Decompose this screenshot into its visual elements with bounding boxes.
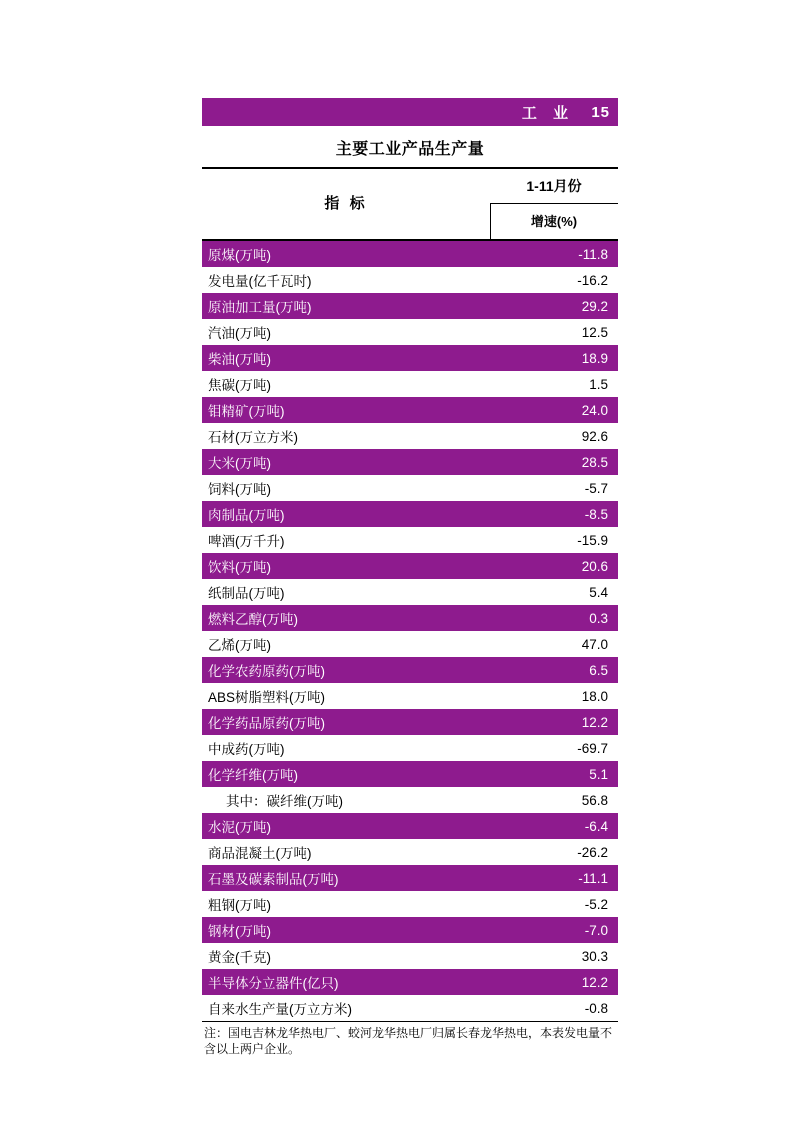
row-value: 30.3: [581, 948, 608, 964]
table-row: [202, 709, 618, 735]
row-value: 18.0: [581, 688, 608, 704]
row-value: 28.5: [581, 454, 608, 470]
row-value: 12.2: [581, 974, 608, 990]
row-value: 56.8: [581, 792, 608, 808]
row-value: 24.0: [581, 402, 608, 418]
row-value: 12.2: [581, 714, 608, 730]
row-value: -16.2: [577, 272, 608, 288]
row-value: 1.5: [589, 376, 608, 392]
table-row: [202, 267, 618, 293]
row-label: 黄金(千克): [208, 950, 271, 965]
row-label: 商品混凝土(万吨): [208, 846, 312, 861]
column-header-growth-rate: 增速(%): [530, 214, 578, 229]
row-value: -5.2: [584, 896, 608, 912]
row-label: 水泥(万吨): [208, 820, 271, 835]
column-header-indicator: 指 标: [324, 195, 368, 212]
row-label: 饮料(万吨): [208, 560, 271, 575]
row-value: -11.8: [578, 246, 608, 262]
row-label: 化学农药原药(万吨): [208, 664, 325, 679]
table-row: [202, 735, 618, 761]
table-row: [202, 605, 618, 631]
table-row: [202, 371, 618, 397]
table-body: [202, 241, 618, 1022]
row-label: 发电量(亿千瓦时): [208, 274, 312, 289]
row-label: 大米(万吨): [208, 456, 271, 471]
table-row: [202, 657, 618, 683]
row-label: 钢材(万吨): [208, 924, 271, 939]
table-row: [202, 839, 618, 865]
row-value: -8.5: [584, 506, 608, 522]
statistics-sheet: [202, 98, 618, 1057]
page-number: 15: [591, 103, 610, 121]
row-value: 0.3: [589, 610, 608, 626]
table-row: [202, 553, 618, 579]
row-label: 原油加工量(万吨): [208, 300, 312, 315]
table-row: [202, 319, 618, 345]
row-label: 半导体分立器件(亿只): [208, 976, 339, 991]
row-label: ABS树脂塑料(万吨): [208, 690, 326, 705]
row-label: 饲料(万吨): [208, 482, 271, 497]
table-row: [202, 995, 618, 1021]
row-value: -5.7: [584, 480, 608, 496]
table-row: [202, 761, 618, 787]
table-row: [202, 683, 618, 709]
row-value: -7.0: [584, 922, 608, 938]
table-row: [202, 865, 618, 891]
row-label: 其中：碳纤维(万吨): [226, 794, 343, 809]
row-value: 47.0: [581, 636, 608, 652]
row-label: 粗钢(万吨): [208, 898, 271, 913]
table-row: [202, 475, 618, 501]
row-value: -26.2: [577, 844, 608, 860]
row-label: 石墨及碳素制品(万吨): [208, 872, 339, 887]
row-label: 纸制品(万吨): [208, 586, 285, 601]
row-label: 中成药(万吨): [208, 742, 285, 757]
row-value: 5.1: [589, 766, 608, 782]
table-row: [202, 969, 618, 995]
table-row: [202, 787, 618, 813]
row-label: 乙烯(万吨): [208, 638, 271, 653]
table-header: [202, 169, 618, 241]
row-value: 12.5: [581, 324, 608, 340]
row-label: 汽油(万吨): [208, 326, 271, 341]
table-row: [202, 917, 618, 943]
table-row: [202, 449, 618, 475]
row-value: 6.5: [589, 662, 608, 678]
page-title: 主要工业产品生产量: [202, 126, 618, 169]
row-value: -15.9: [577, 532, 608, 548]
row-value: -11.1: [578, 870, 608, 886]
table-row: [202, 631, 618, 657]
row-label: 柴油(万吨): [208, 352, 271, 367]
table-footnote: 注：国电吉林龙华热电厂、蛟河龙华热电厂归属长春龙华热电，本表发电量不含以上两户企业。: [204, 1026, 613, 1056]
row-label: 石材(万立方米): [208, 430, 298, 445]
table-row: [202, 501, 618, 527]
section-name: 工 业: [521, 104, 574, 122]
table-row: [202, 891, 618, 917]
row-label: 燃料乙醇(万吨): [208, 612, 298, 627]
row-value: -0.8: [584, 1000, 608, 1016]
table-row: [202, 813, 618, 839]
row-label: 原煤(万吨): [208, 248, 271, 263]
row-label: 自来水生产量(万立方米): [208, 1002, 352, 1017]
row-label: 焦碳(万吨): [208, 378, 271, 393]
row-value: 29.2: [581, 298, 608, 314]
row-label: 啤酒(万千升): [208, 534, 285, 549]
row-value: 5.4: [589, 584, 608, 600]
row-value: -6.4: [584, 818, 608, 834]
table-row: [202, 241, 618, 267]
table-row: [202, 527, 618, 553]
page-header-bar: [202, 98, 618, 126]
row-value: -69.7: [577, 740, 608, 756]
column-header-period: 1-11月份: [490, 169, 618, 204]
table-row: [202, 293, 618, 319]
table-row: [202, 345, 618, 371]
table-row: [202, 397, 618, 423]
row-value: 18.9: [581, 350, 608, 366]
row-value: 92.6: [581, 428, 608, 444]
row-label: 化学药品原药(万吨): [208, 716, 325, 731]
row-label: 钼精矿(万吨): [208, 404, 285, 419]
table-row: [202, 943, 618, 969]
row-label: 化学纤维(万吨): [208, 768, 298, 783]
row-value: 20.6: [581, 558, 608, 574]
table-row: [202, 423, 618, 449]
table-row: [202, 579, 618, 605]
row-label: 肉制品(万吨): [208, 508, 285, 523]
